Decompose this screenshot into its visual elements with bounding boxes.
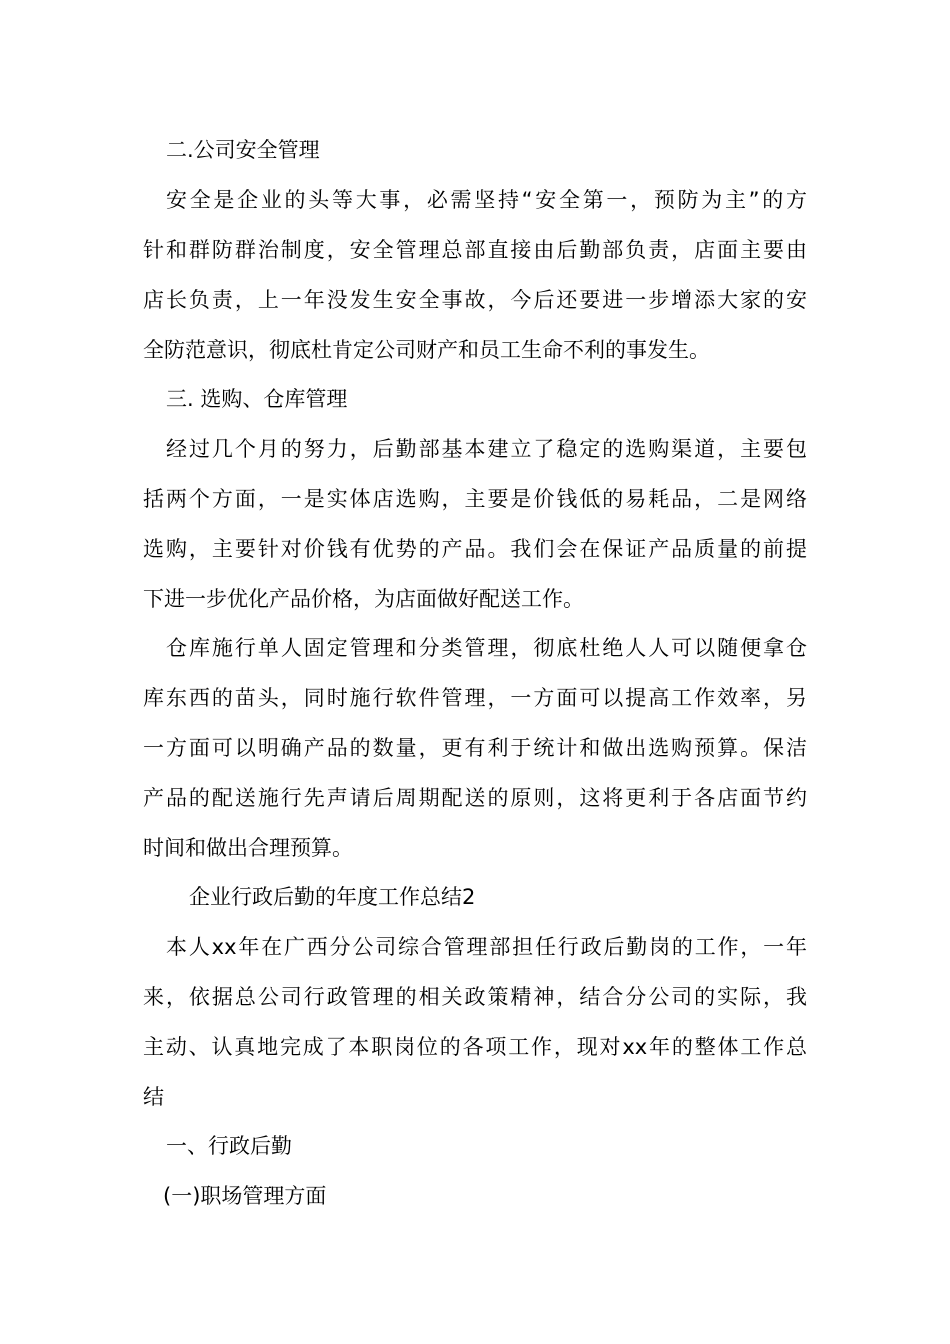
- paragraph-line: 结: [143, 1085, 164, 1109]
- paragraph-line: 一方面可以明确产品的数量，更有利于统计和做出选购预算。保洁: [143, 736, 807, 760]
- paragraph-line: 安全是企业的头等大事，必需坚持“安全第一，预防为主”的方: [166, 188, 807, 212]
- paragraph-line: 店长负责，上一年没发生安全事故，今后还要进一步增添大家的安: [143, 288, 807, 312]
- paragraph-line: 下进一步优化产品价格，为店面做好配送工作。: [143, 587, 584, 611]
- paragraph-line: 仓库施行单人固定管理和分类管理，彻底杜绝人人可以随便拿仓: [166, 636, 807, 660]
- subsection-heading-workplace: (一)职场管理方面: [163, 1184, 327, 1208]
- paragraph-line: 库东西的苗头，同时施行软件管理，一方面可以提高工作效率，另: [143, 686, 807, 710]
- document-title: 企业行政后勤的年度工作总结2: [189, 885, 476, 909]
- paragraph-line: 来，依据总公司行政管理的相关政策精神，结合分公司的实际，我: [143, 985, 807, 1009]
- paragraph-line: 主动、认真地完成了本职岗位的各项工作，现对xx年的整体工作总: [143, 1035, 807, 1059]
- section-heading-purchasing: 三. 选购、仓库管理: [166, 387, 348, 411]
- paragraph-line: 经过几个月的努力，后勤部基本建立了稳定的选购渠道，主要包: [166, 437, 807, 461]
- paragraph-line: 时间和做出合理预算。: [143, 836, 353, 860]
- section-heading-admin: 一、行政后勤: [166, 1134, 292, 1158]
- paragraph-line: 选购，主要针对价钱有优势的产品。我们会在保证产品质量的前提: [143, 537, 807, 561]
- section-heading-safety: 二.公司安全管理: [166, 138, 320, 162]
- paragraph-line: 针和群防群治制度，安全管理总部直接由后勤部负责，店面主要由: [143, 238, 807, 262]
- paragraph-line: 全防范意识，彻底杜肯定公司财产和员工生命不利的事发生。: [143, 338, 710, 362]
- paragraph-line: 括两个方面，一是实体店选购，主要是价钱低的易耗品，二是网络: [143, 487, 807, 511]
- paragraph-line: 产品的配送施行先声请后周期配送的原则，这将更利于各店面节约: [143, 786, 807, 810]
- paragraph-line: 本人xx年在广西分公司综合管理部担任行政后勤岗的工作，一年: [166, 935, 807, 959]
